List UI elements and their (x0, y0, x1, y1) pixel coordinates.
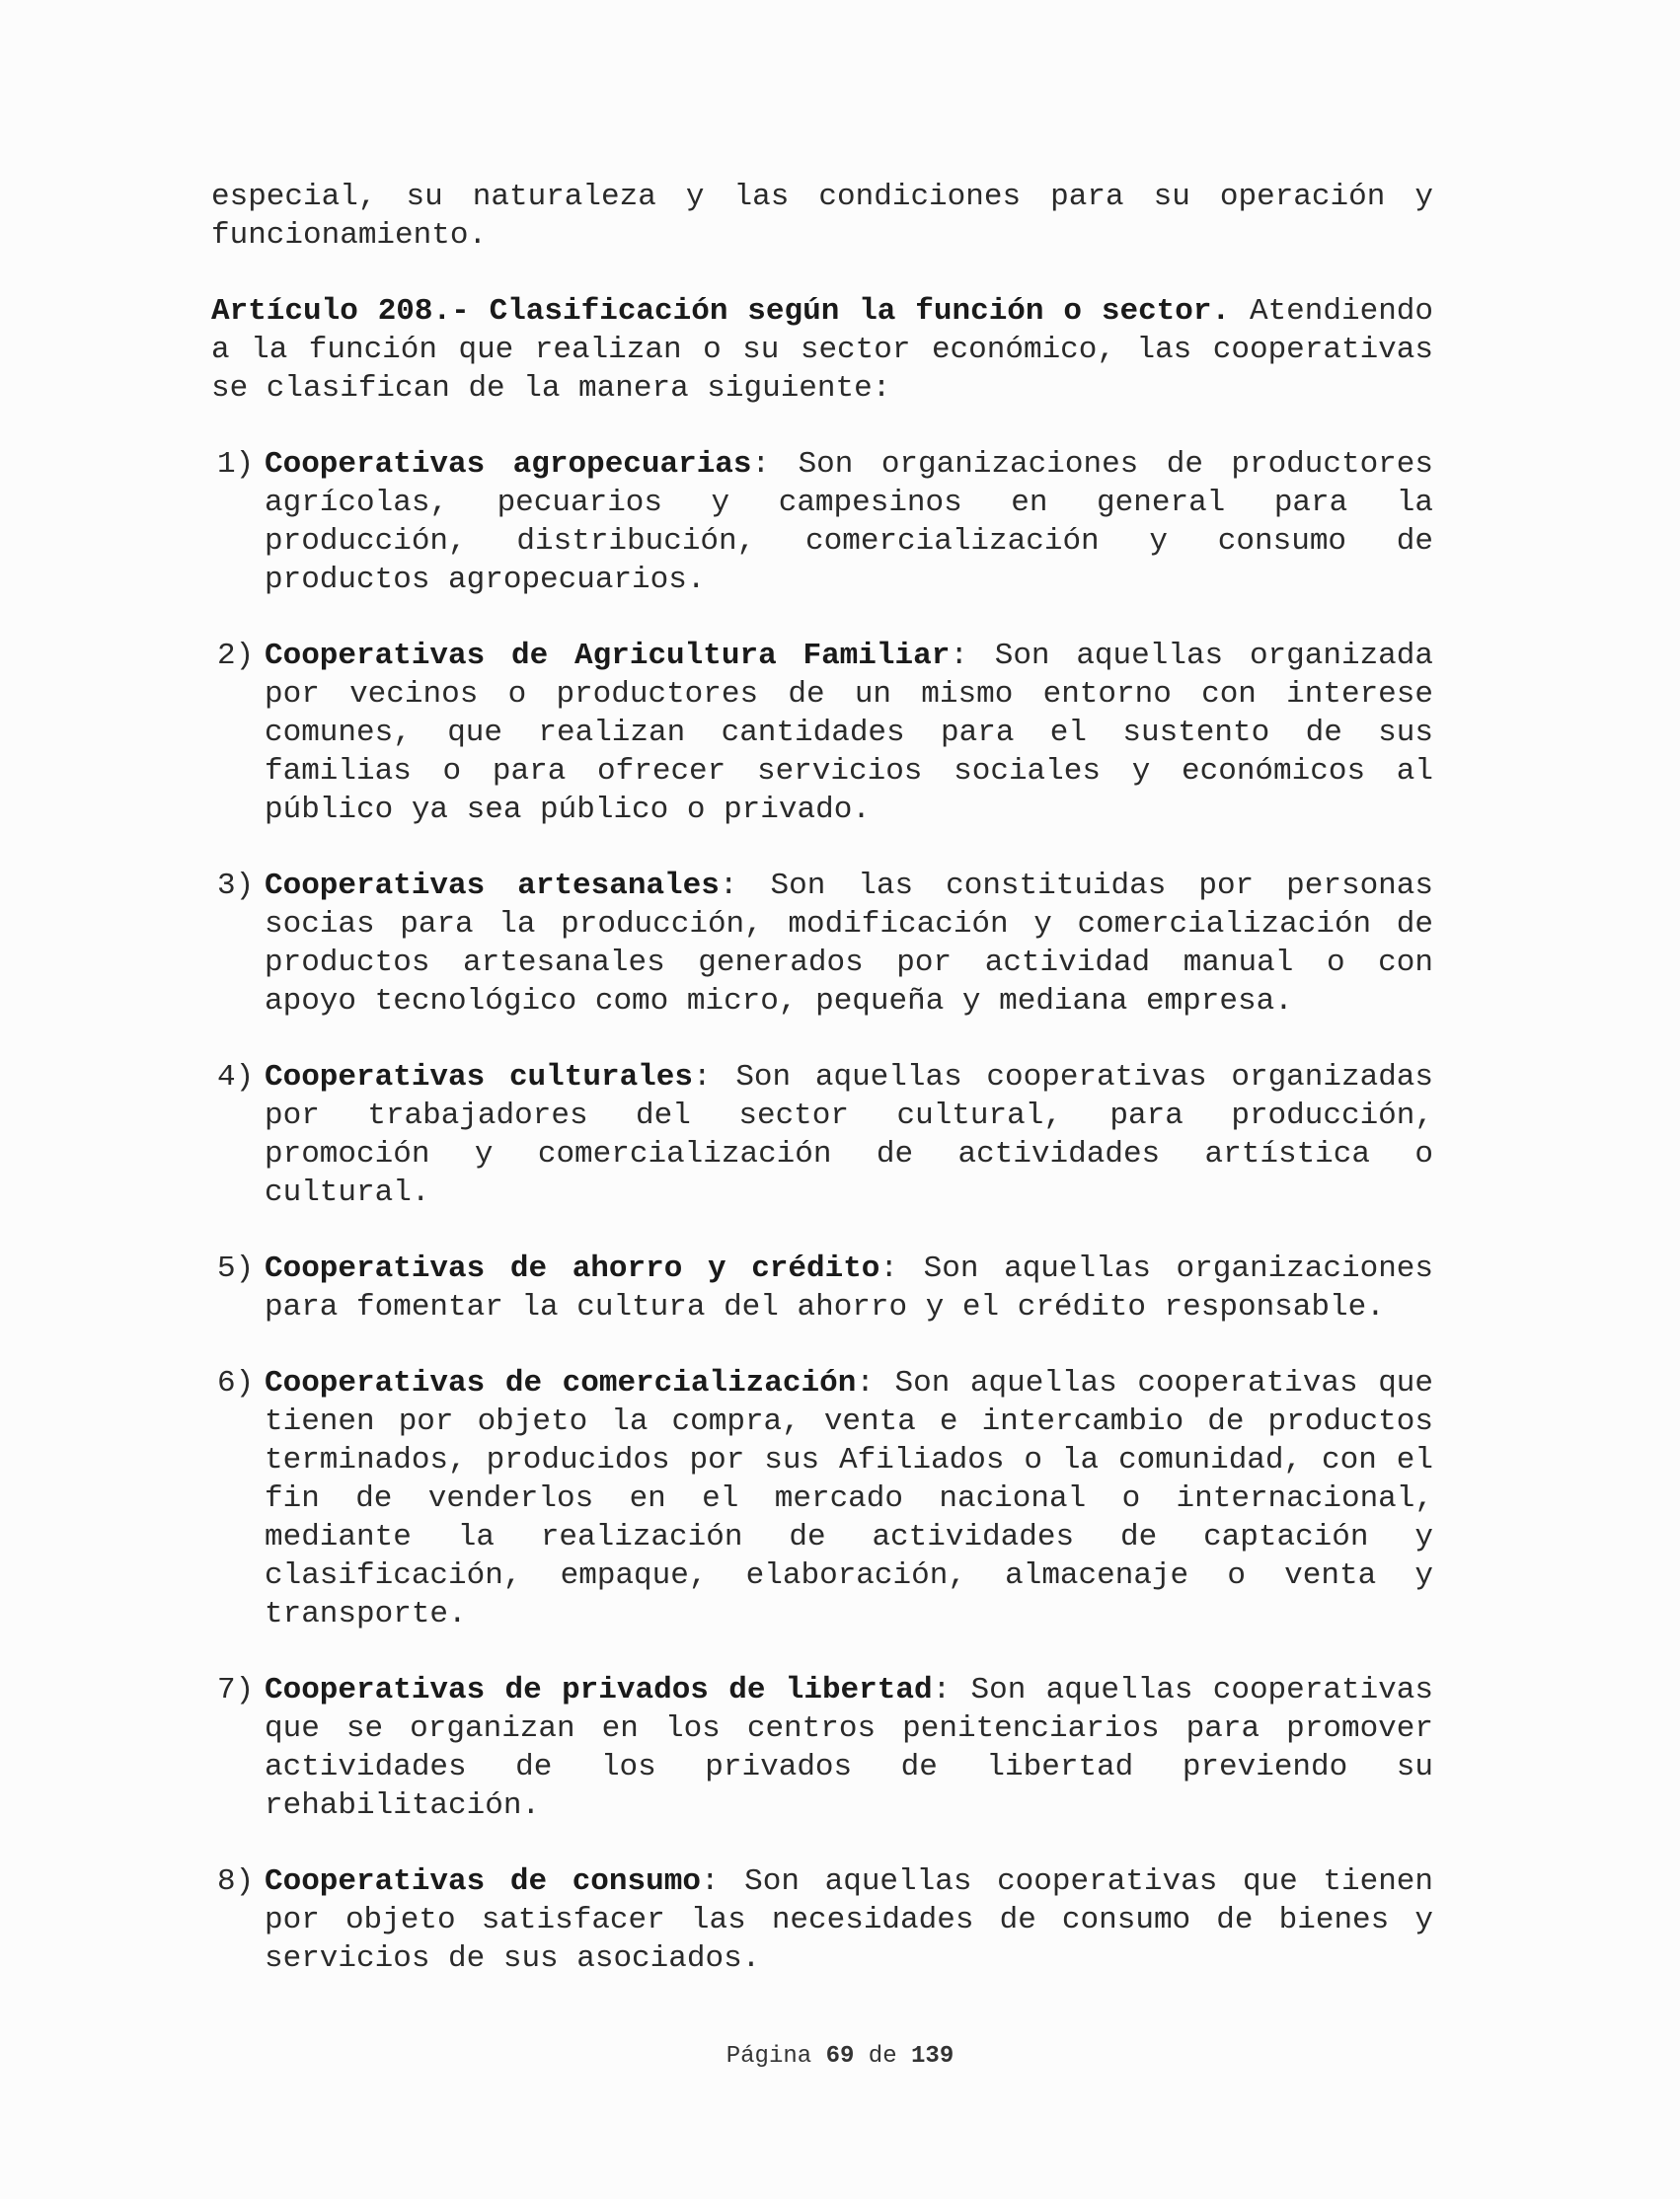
list-item-term: Cooperativas culturales (265, 1060, 693, 1095)
page-footer (0, 2043, 1680, 2070)
list-item (211, 1862, 1433, 1978)
list-item-term: Cooperativas artesanales (265, 869, 720, 903)
list-item (211, 1250, 1433, 1327)
list-item-term: Cooperativas de Agricultura Familiar (265, 639, 951, 673)
list-item (211, 1671, 1433, 1825)
list-item-text: Son aquellas organizada por vecinos o productores de un mismo entorno con interese comunes, que realizan cantidades para el sustento de sus familias o para ofrecer servicios sociales y económicos al público ya sea público o privado. (265, 639, 1433, 827)
list-item-term: Cooperativas de consumo (265, 1864, 701, 1899)
list-item-text: Son organizaciones de productores agrícolas, pecuarios y campesinos en general para la producción, distribución, comercialización y consumo de productos agropecuarios. (265, 447, 1433, 597)
list-item-term: Cooperativas agropecuarias (265, 447, 752, 482)
list-item-term: Cooperativas de privados de libertad (265, 1673, 933, 1707)
list-item-text: Son aquellas cooperativas que tienen por objeto satisfacer las necesidades de consumo de bienes y servicios de sus asociados. (265, 1864, 1434, 1976)
list-item-text: Son aquellas organizaciones para fomentar la cultura del ahorro y el crédito responsable. (265, 1251, 1434, 1325)
list-item-number: 8) (217, 1864, 255, 1899)
intro-paragraph: especial, su naturaleza y las condiciones para su operación y funcionamiento. (211, 180, 1433, 253)
page-content (211, 178, 1433, 2015)
list-item-text: Son las constituidas por personas socias para la producción, modificación y comercialización de productos artesanales generados por actividad manual o con apoyo tecnológico como micro, pequeña y mediana empresa. (265, 869, 1433, 1019)
list-item (211, 445, 1433, 599)
list-item (211, 1058, 1433, 1212)
list-item-colon: : (700, 1864, 720, 1899)
footer-separator: de (868, 2043, 897, 2070)
list-item-colon: : (693, 1060, 712, 1095)
list-item-text: Son aquellas cooperativas que tienen por objeto la compra, venta e intercambio de productos terminados, producidos por sus Afiliados o la comunidad, con el fin de venderlos en el mercado nacional o internacional, mediante la realización de actividades de captación y clasificación, empaque, elaboración, almacenaje o venta y transporte. (265, 1366, 1433, 1631)
list-item-text: Son aquellas cooperativas que se organizan en los centros penitenciarios para promover actividades de los privados de libertad previendo su rehabilitación. (265, 1673, 1433, 1823)
list-item-number: 1) (217, 447, 255, 482)
list-item-colon: : (719, 869, 738, 903)
list-item-colon: : (856, 1366, 875, 1401)
list-item-text: Son aquellas cooperativas organizadas por trabajadores del sector cultural, para producción, promoción y comercialización de actividades artística o cultural. (265, 1060, 1433, 1210)
list-item-number: 5) (217, 1251, 255, 1286)
article-body: Atendiendo a la función que realizan o su sector económico, las cooperativas se clasifican de la manera siguiente: (211, 294, 1434, 406)
list-item (211, 1364, 1433, 1633)
list-item-number: 7) (217, 1673, 255, 1707)
list-item-colon: : (751, 447, 771, 482)
list-item-number: 3) (217, 869, 255, 903)
list-item-colon: : (932, 1673, 952, 1707)
list-item-term: Cooperativas de comercialización (265, 1366, 857, 1401)
list-item-number: 2) (217, 639, 255, 673)
list-item (211, 867, 1433, 1021)
list-item-colon: : (950, 639, 968, 673)
article-title: Artículo 208.- Clasificación según la función o sector. (211, 294, 1231, 329)
list-item-term: Cooperativas de ahorro y crédito (265, 1251, 880, 1286)
list-item-number: 6) (217, 1366, 255, 1401)
footer-total-pages: 139 (911, 2043, 955, 2070)
list-item-colon: : (879, 1251, 899, 1286)
list-item-number: 4) (217, 1060, 255, 1095)
footer-current-page: 69 (825, 2043, 855, 2070)
footer-page-label: Página (725, 2043, 812, 2070)
list-item (211, 637, 1433, 829)
article-paragraph (211, 292, 1433, 408)
